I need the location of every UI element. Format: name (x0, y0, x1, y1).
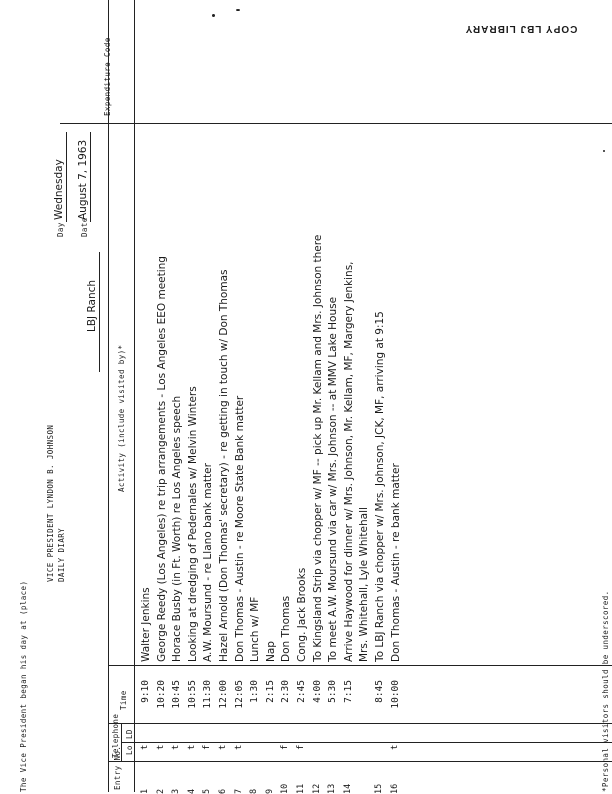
call-direction: f (296, 744, 306, 750)
call-direction: t (186, 744, 197, 750)
call-direction: f (280, 744, 291, 750)
call-direction: f (202, 744, 213, 750)
entry-time: 10:00 (389, 680, 401, 709)
entry-number: 11 (296, 783, 306, 794)
entry-time: 10:55 (186, 680, 198, 709)
entry-activity: George Reedy (Los Angeles) re trip arrangements - Los Angeles EEO meeting (155, 256, 168, 662)
day-underline (66, 132, 67, 222)
entry-activity: Don Thomas - Austin - re bank matter (389, 463, 402, 662)
entry-number: 2 (155, 788, 166, 794)
entry-number: 16 (389, 783, 400, 794)
entry-activity: A.W. Moursund - re Llano bank matter (202, 463, 215, 662)
entry-number: 5 (202, 788, 213, 794)
table-row (218, 12, 230, 792)
place-label: The Vice President began his day at (place) (19, 580, 28, 792)
entry-activity: Walter Jenkins (140, 587, 152, 662)
header-subtitle: DAILY DIARY (57, 527, 66, 582)
entry-number: 12 (311, 783, 322, 794)
entry-activity: To meet A.W. Moursund via car w/ Mrs. Johnson -- at MMV Lake House (327, 296, 340, 662)
call-direction: t (171, 744, 182, 750)
entry-number: 6 (218, 788, 228, 794)
entry-activity: To LBJ Ranch via chopper w/ Mrs. Johnson, JCK, MF, arriving at 9:15 (374, 311, 386, 662)
entry-time: 10:20 (155, 680, 167, 709)
entry-activity: To Kingsland Strip via chopper w/ MF -- pick up Mr. Kellam and Mrs. Johnson there (311, 234, 324, 662)
entry-activity: Horace Busby (in Ft. Worth) re Los Angeles speech (171, 395, 184, 662)
call-direction: t (140, 744, 150, 750)
entry-number: 14 (342, 783, 353, 794)
entry-time: 5:30 (327, 680, 339, 703)
entry-time: 9:10 (140, 680, 151, 703)
entry-time: 2:30 (280, 680, 292, 703)
entry-time: 2:15 (264, 680, 276, 703)
entry-time: 7:15 (342, 680, 354, 703)
entry-number: 9 (264, 788, 275, 794)
date-value: August 7, 1963 (77, 139, 89, 220)
entry-activity: Arrive Haywood for dinner w/ Mrs. Johnson, Mr. Kellam, MF, Margery Jenkins, (342, 261, 355, 662)
lo-header: Lo (125, 745, 134, 755)
table-row (156, 12, 168, 792)
date-underline (90, 132, 91, 222)
activity-header: Activity (include visited by)* (117, 344, 126, 492)
entry-activity: Nap (264, 641, 277, 662)
table-row (374, 12, 386, 792)
place-value: LBJ Ranch (86, 279, 98, 332)
table-row (312, 12, 324, 792)
entry-time: 2:45 (296, 680, 307, 703)
entry-number: 4 (186, 788, 197, 794)
entry-number: 13 (327, 783, 338, 794)
library-stamp: COPY LBJ LIBRARY (464, 23, 578, 34)
table-row (202, 12, 214, 792)
entry-activity: Don Thomas - Austin - re Moore State Bank matter (233, 395, 246, 662)
table-row (249, 12, 261, 792)
place-underline (99, 252, 100, 372)
table-row (265, 12, 277, 792)
day-label: Day (56, 222, 65, 237)
day-value: Wednesday (53, 159, 65, 220)
call-direction: t (389, 744, 400, 750)
call-direction: t (155, 744, 166, 750)
table-row (140, 12, 152, 792)
table-top-rule (108, 0, 109, 792)
entry-activity: Mrs. Whitehall, Lyle Whitehall (358, 507, 371, 662)
entry-time: 1:30 (249, 680, 261, 703)
header-title: VICE PRESIDENT LYNDON B. JOHNSON (46, 424, 55, 582)
table-row (390, 12, 402, 792)
table-row (296, 12, 308, 792)
table-row (234, 12, 246, 792)
expenditure-header: Expenditure Code (103, 37, 112, 116)
footnote: *Personal visitors should be underscored. (601, 590, 610, 792)
entry-activity: Lunch w/ MF (249, 596, 262, 662)
entry-number: 10 (280, 783, 291, 794)
call-direction: t (233, 744, 244, 750)
telephone-header: Telephone (111, 713, 120, 758)
call-direction: t (218, 744, 228, 750)
table-header-rule (134, 0, 135, 792)
table-row (343, 12, 355, 792)
entry-number: 8 (249, 788, 260, 794)
entry-activity: Hazel Arnold (Don Thomas' secretary) - re getting in touch w/ Don Thomas (218, 269, 230, 662)
entry-number: 3 (171, 788, 182, 794)
ld-header: LD (125, 729, 134, 739)
entry-number: 15 (374, 783, 384, 794)
table-row (280, 12, 292, 792)
table-row (171, 12, 183, 792)
entry-number: 7 (233, 788, 244, 794)
entry-time: 8:45 (374, 680, 385, 703)
entry-time: 12:00 (218, 680, 229, 709)
time-header: Time (119, 690, 128, 710)
entry-activity: Looking at dredging of Pedernales w/ Melvin Winters (186, 386, 199, 662)
entry-activity: Cong. Jack Brooks (296, 567, 308, 662)
entry-activity: Don Thomas (280, 595, 293, 662)
table-row (327, 12, 339, 792)
table-row (358, 12, 370, 792)
entry-time: 12:05 (233, 680, 245, 709)
entry-time: 4:00 (311, 680, 323, 703)
date-label: Date (80, 217, 89, 237)
entry-time: 11:30 (202, 680, 214, 709)
entry-header: Entry No. (113, 745, 122, 790)
entry-number: 1 (140, 788, 150, 794)
entry-time: 10:45 (171, 680, 183, 709)
table-row (187, 12, 199, 792)
